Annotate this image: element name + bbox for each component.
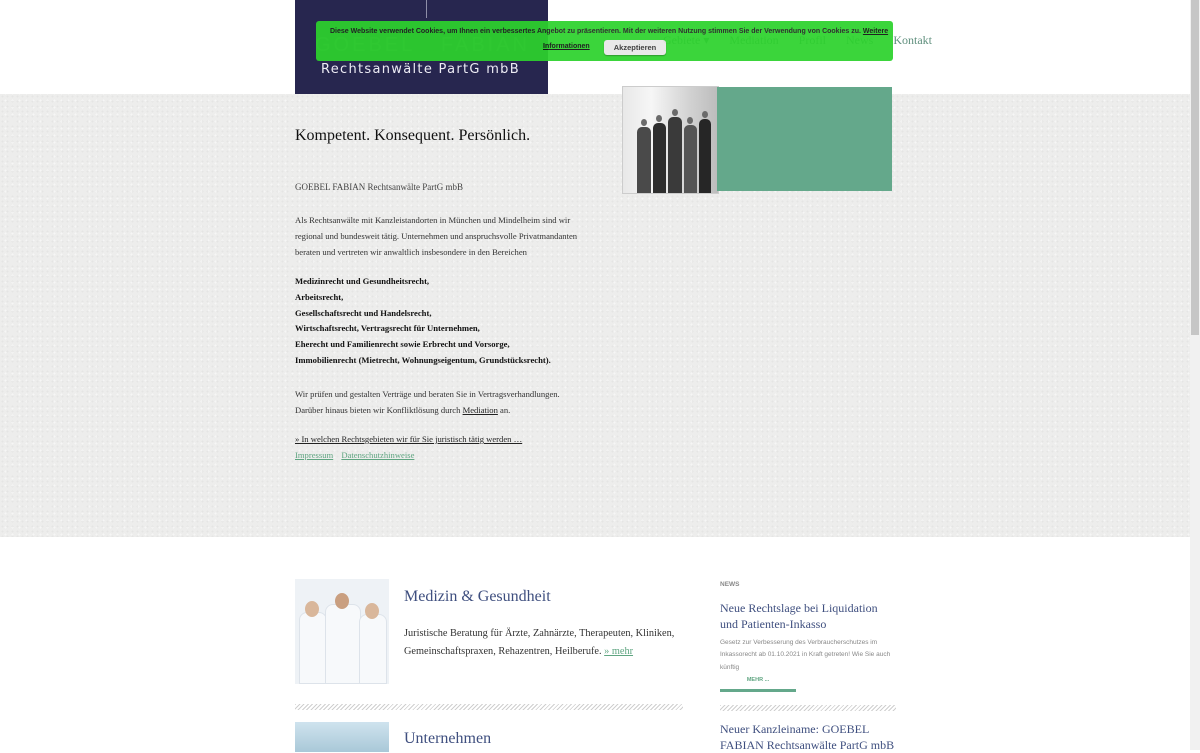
cookie-info-link[interactable]: Weitere xyxy=(862,28,889,35)
cookie-text xyxy=(330,28,890,35)
legal-links xyxy=(295,450,420,460)
medicine-service-description: Juristische Beratung für Ärzte, Zahnärzte, Therapeuten, Kliniken, Gemeinschaftspraxen, Rehazentren, Heilberufe. xyxy=(404,628,675,657)
practice-areas-link[interactable]: » In welchen Rechtsgebieten wir für Sie juristisch tätig werden … xyxy=(295,434,523,444)
doctor-head xyxy=(365,603,379,619)
doctor-figure xyxy=(359,614,387,684)
practice-area: Wirtschaftsrecht, Vertragsrecht für Unternehmen, xyxy=(295,323,480,334)
team-member-head xyxy=(687,117,693,124)
privacy-link[interactable]: Datenschutzhinweise xyxy=(341,450,415,460)
medicine-more-link[interactable]: » mehr xyxy=(604,646,634,657)
team-member-head xyxy=(672,109,678,116)
medicine-service-text xyxy=(404,625,684,661)
news-item-title[interactable]: Neuer Kanzleiname: GOEBEL FABIAN Rechtsanwälte PartG mbB xyxy=(720,722,895,752)
team-member-head xyxy=(641,119,647,126)
content-section xyxy=(0,537,1190,750)
logo-subtitle: Rechtsanwälte PartG mbB xyxy=(321,62,520,77)
mediation-link[interactable]: Mediation xyxy=(462,405,498,415)
practice-area: Gesellschaftsrecht und Handelsrecht, xyxy=(295,307,432,318)
team-member-figure xyxy=(668,117,682,193)
intro-text: Als Rechtsanwälte mit Kanzleistandorten in München und Mindelheim sind wir regional und bundesweit tätig. Unternehmen und anspruchsvolle Privatmandanten beraten und vertreten wir anwaltlich insbesondere in den Bereichen xyxy=(295,215,578,257)
team-member-figure xyxy=(637,127,651,193)
doctor-figure xyxy=(325,604,361,684)
contract-text-line1: Wir prüfen und gestalten Verträge und beraten Sie in Vertragsverhandlungen. xyxy=(295,389,560,399)
cookie-accept-button[interactable]: Akzeptieren xyxy=(604,40,666,55)
logo-divider xyxy=(426,0,427,18)
team-member-head xyxy=(656,115,662,122)
business-service-image[interactable] xyxy=(295,722,389,752)
team-member-figure xyxy=(684,125,697,193)
contract-text xyxy=(295,386,595,418)
mediation-prefix: Darüber hinaus bieten wir Konfliktlösung durch xyxy=(295,405,461,415)
practice-area: Immobilienrecht (Mietrecht, Wohnungseigentum, Grundstücksrecht). xyxy=(295,354,551,365)
medicine-service-image[interactable] xyxy=(295,579,389,684)
team-member-figure xyxy=(699,119,711,193)
mediation-suffix: an. xyxy=(500,405,511,415)
news-label: NEWS xyxy=(720,581,740,588)
section-divider xyxy=(295,704,683,710)
cookie-info-link-continued[interactable]: Informationen xyxy=(543,43,590,50)
cookie-banner xyxy=(316,21,893,61)
team-photo xyxy=(622,86,719,194)
medicine-service-title[interactable]: Medizin & Gesundheit xyxy=(404,588,551,605)
news-more-button[interactable]: MEHR ... xyxy=(720,675,796,692)
impressum-link[interactable]: Impressum xyxy=(295,450,334,460)
team-member-figure xyxy=(653,123,666,193)
contract-text-line2 xyxy=(295,402,595,418)
news-item-title[interactable]: Neue Rechtslage bei Liquidation und Patienten-Inkasso xyxy=(720,601,878,631)
hero-section xyxy=(0,94,1190,537)
news-item-excerpt: Gesetz zur Verbesserung des Verbraucherschutzes im Inkassorecht ab 01.10.2021 in Kraft getreten! Wie Sie auch künftig xyxy=(720,639,891,671)
nav-item-kontakt[interactable]: Kontakt xyxy=(893,33,933,47)
doctor-head xyxy=(305,601,319,617)
doctor-figure xyxy=(299,612,327,684)
firm-name: GOEBEL FABIAN Rechtsanwälte PartG mbB xyxy=(295,182,463,192)
practice-area: Arbeitsrecht, xyxy=(295,291,344,302)
practice-areas xyxy=(295,274,595,369)
scrollbar-thumb[interactable] xyxy=(1191,0,1199,335)
news-divider xyxy=(720,705,896,711)
doctor-head xyxy=(335,593,349,609)
business-service-title[interactable]: Unternehmen xyxy=(404,730,492,747)
tagline: Kompetent. Konsequent. Persönlich. xyxy=(295,127,531,144)
practice-area: Eherecht und Familienrecht sowie Erbrecht und Vorsorge, xyxy=(295,339,510,350)
hero-accent-panel xyxy=(717,87,892,191)
cookie-message: Diese Website verwendet Cookies, um Ihnen ein verbessertes Angebot zu präsentieren. Mit der weiteren Nutzung stimmen Sie der Verwendung von Cookies zu. xyxy=(330,28,861,35)
team-member-head xyxy=(702,111,708,118)
practice-area: Medizinrecht und Gesundheitsrecht, xyxy=(295,276,430,286)
scrollbar[interactable] xyxy=(1190,0,1200,750)
